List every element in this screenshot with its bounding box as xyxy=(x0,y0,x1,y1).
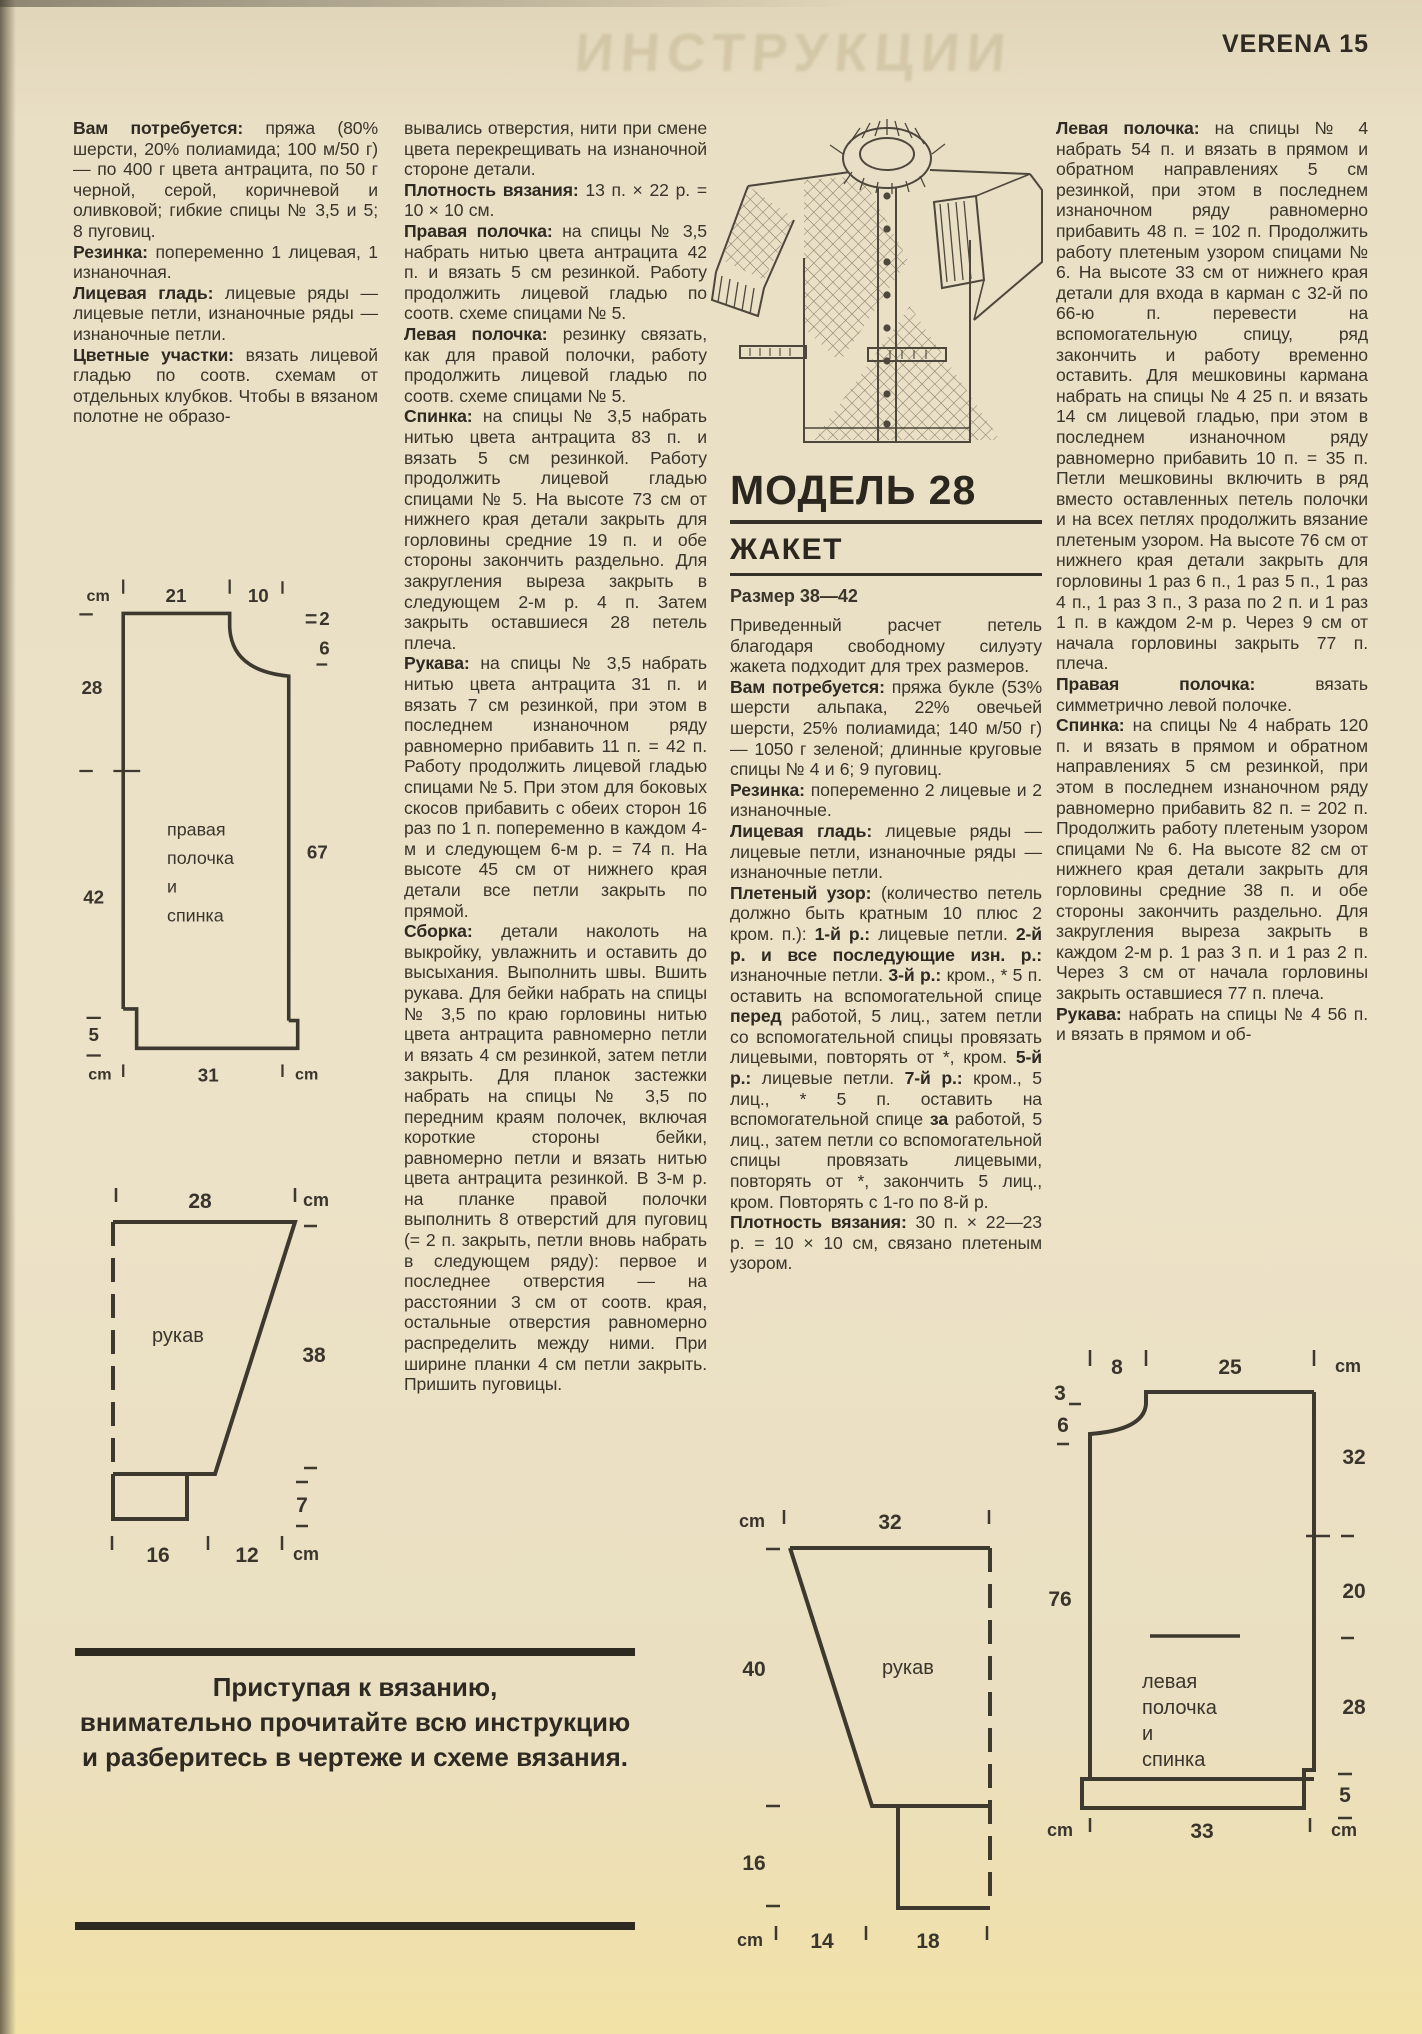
notice-block xyxy=(75,1648,635,1775)
dim-unit: cm xyxy=(1334,1356,1362,1376)
dim-cuff: 7 xyxy=(296,1494,308,1517)
part-label: полочка xyxy=(1142,1697,1217,1719)
paragraph: Резинка: попеременно 1 лицевая, 1 изнаночная. xyxy=(73,241,378,283)
paragraph: Плетеный узор: (количество петель должно быть кратным 10 плюс 2 кром. п.): 1-й р.: лицевые петли. 2-й р. и все последующие изн. р.: изнаночные петли. 3-й р.: кром., * 5 п. оставить на вспомогательной спице перед работой, 5 лиц., затем петли со вспомогательной спицы провязать лицевыми, повторять от *, кром. 5-й р.: лицевые петли. 7-й р.: кром., 5 лиц., * 5 п. оставить на вспомогательной спице за работой, 5 лиц., затем петли со вспомогательной спицы провязать лицевыми, повторять от *, закончить 5 лиц., кром. Повторять с 1-го по 8-й р. xyxy=(730,882,1042,1212)
schematic-sleeve-right xyxy=(40,1180,380,1575)
dim-right-height: 67 xyxy=(306,841,328,863)
column-3 xyxy=(730,467,1042,1274)
paragraph: Резинка: попеременно 2 лицевые и 2 изнаночные. xyxy=(730,779,1042,821)
part-label: левая xyxy=(1142,1671,1198,1693)
paragraph: Цветные участки: вязать лицевой гладью по соотв. схемам от отдельных клубков. Чтобы в вязаном полотне не образо- xyxy=(73,344,378,427)
dim-bottom-2: 18 xyxy=(916,1930,940,1953)
part-label: и xyxy=(1142,1723,1154,1745)
dim-top-neck: 8 xyxy=(1111,1356,1123,1379)
notice-rule-bottom xyxy=(75,1922,635,1930)
notice-line: и разберитесь в чертеже и схеме вязания. xyxy=(81,1742,629,1772)
dim-unit: cm xyxy=(86,586,110,605)
dim-right-mid: 20 xyxy=(1342,1580,1366,1603)
jacket-buttons xyxy=(883,192,890,427)
dim-band: 5 xyxy=(88,1024,99,1046)
dim-unit: cm xyxy=(1046,1820,1074,1840)
dim-top-width: 32 xyxy=(878,1511,902,1534)
paragraph: Спинка: на спицы № 4 набрать 120 п. и вязать в прямом и обратном направлениях 5 см резинкой, при этом в последнем изнаночном ряду равномерно прибавить 82 п. = 202 п. Продолжить работу плетеным узором спицами № 6. На высоте 82 см от нижнего края детали закрыть для горловины средние 38 п. и обе стороны закончить раздельно. Для закругления выреза закрыть в каждом 2-м р. 1 раз 3 п. и 1 раз 2 п. Через 3 см от начала горловины закрыть оставшиеся 77 п. плеча. xyxy=(1056,715,1368,1003)
size-line: Размер 38—42 xyxy=(730,586,858,606)
dim-top-width: 25 xyxy=(1218,1356,1242,1379)
paragraph: Левая полочка: на спицы № 4 набрать 54 п. и вязать в прямом и обратном направлениях 5 см резинкой, при этом в последнем изнаночном ряду равномерно прибавить 48 п. = 102 п. Продолжить работу плетеным узором спицами № 6. На высоте 33 см от нижнего края детали для входа в карман с 32-й по 66-ю п. перевести на вспомогательную спицу, ряд закончить и работу временно оставить. Для мешковины кармана набрать на спицы № 4 25 п. и вязать 14 см лицевой гладью, при этом в последнем изнаночном ряду равномерно прибавить 10 п. = 35 п. Петли мешковины включить в ряд вместо оставленных петель полочки и на всех петлях продолжить вязание плетеным узором. На высоте 76 см от нижнего края детали закрыть для горловины 1 раз 6 п., 1 раз 5 п., 1 раз 4 п., 1 раз 3 п., 3 раза по 2 п. и 1 раз 1 п. в каждом 2-м р. Через 9 см от начала горловины закрыть 77 п. плеча. xyxy=(1056,118,1368,674)
dim-neck-1: 2 xyxy=(319,608,330,630)
dim-neck-2: 6 xyxy=(319,637,330,659)
part-label: рукав xyxy=(882,1657,934,1679)
paragraph: Плотность вязания: 13 п. × 22 р. = 10 × 10 см. xyxy=(404,179,707,221)
dim-bottom-1: 14 xyxy=(810,1930,834,1953)
column-3-body xyxy=(730,615,1042,1274)
dim-unit: cm xyxy=(738,1511,766,1531)
notice-line: Приступая к вязанию, xyxy=(212,1672,498,1702)
dim-left-top: 28 xyxy=(81,677,103,698)
paragraph: Левая полочка: резинку связать, как для правой полочки, работу продолжить лицевой гладью по соотв. схеме спицами № 5. xyxy=(404,323,707,406)
paragraph: Лицевая гладь: лицевые ряды — лицевые петли, изнаночные ряды — изнаночные петли. xyxy=(73,282,378,344)
part-label: спинка xyxy=(167,905,224,926)
magazine-header: VERENA 15 xyxy=(1222,30,1370,58)
schematic-front-back-left xyxy=(1035,1335,1422,1845)
paragraph: Спинка: на спицы № 3,5 набрать нитью цвета антрацита 83 п. и вязать 5 см резинкой. Работу продолжить лицевой гладью спицами № 5. На высоте 73 см от нижнего края детали закрыть для горловины средние 19 п. и обе стороны закончить раздельно. Для закругления выреза закрыть в следующем 2-м р. 4 п. Затем закрыть оставшиеся 28 петель плеча. xyxy=(404,406,707,653)
part-label: спинка xyxy=(1142,1749,1206,1771)
dim-band: 5 xyxy=(1339,1784,1351,1807)
dim-left-height: 40 xyxy=(742,1658,766,1681)
dim-left-height: 76 xyxy=(1048,1588,1072,1611)
schematic-sleeve-left xyxy=(640,1470,1020,1953)
dim-left-bottom: 42 xyxy=(83,886,105,908)
bleed-through-text: ИНСТРУКЦИИ xyxy=(572,23,1015,83)
paragraph: Правая полочка: вязать симметрично левой полочке. xyxy=(1056,674,1368,715)
model-title: МОДЕЛЬ 28 xyxy=(730,467,977,513)
paragraph: Рукава: на спицы № 3,5 набрать нитью цвета антрацита 31 п. и вязать 7 см резинкой, при этом в последнем изнаночном ряду равномерно прибавить 11 п. = 42 п. Работу продолжить лицевой гладью спицами № 5. При этом для боковых скосов прибавить с обеих сторон 16 раз по 1 п. попеременно в каждом 4-м и следующем 6-м р. = 74 п. На высоте 45 см от нижнего края детали все петли закрыть по прямой. xyxy=(404,653,707,921)
notice-rule-top xyxy=(75,1648,635,1656)
scan-edge-top xyxy=(0,0,853,7)
part-label: рукав xyxy=(152,1325,204,1347)
column-4 xyxy=(1056,118,1368,1045)
dim-top-width: 21 xyxy=(165,584,187,606)
paragraph: Вам потребуется: пряжа букле (53% шерсти альпака, 22% овечьей шерсти, 25% полиамида; 140 м/50 г) — 1050 г зеленой; длинные круговые спицы № 4 и 6; 9 пуговиц. xyxy=(730,676,1042,780)
dim-unit: cm xyxy=(736,1930,764,1950)
column-1 xyxy=(73,118,378,427)
paragraph: Сборка: детали наколоть на выкройку, увлажнить и оставить до высыхания. Выполнить швы. Вшить рукава. Для бейки набрать на спицы № 3,5 по краю горловины нитью цвета антрацита равномерно петли и вязать 4 см резинкой, затем петли закрыть. Для планок застежки набрать на спицы № 3,5 по передним краям полочек, включая короткие стороны бейки, равномерно петли и вязать нитью цвета антрацита резинкой. В 3-м р. на планке правой полочки выполнить 8 отверстий для пуговиц (= 2 п. закрыть, петли вновь набрать в следующем ряду): первое и последнее отверстия — на расстоянии 3 см от соотв. края, остальные отверстия равномерно распределить между ними. При ширине планки 4 см петли закрыть. Пришить пуговицы. xyxy=(404,921,707,1395)
dim-right-bottom: 28 xyxy=(1342,1696,1366,1719)
title-rule xyxy=(730,520,1042,524)
paragraph: Правая полочка: на спицы № 3,5 набрать нитью цвета антрацита 42 п. и вязать 5 см резинкой. Работу продолжить лицевой гладью по соотв. схеме спицами № 5. xyxy=(404,220,707,324)
dim-cuff-height: 16 xyxy=(742,1852,766,1875)
dim-unit: cm xyxy=(302,1190,330,1210)
dim-neck-2: 6 xyxy=(1057,1414,1069,1437)
dim-top-width: 28 xyxy=(188,1190,212,1213)
part-label: правая xyxy=(167,819,226,840)
dim-bottom-width: 33 xyxy=(1190,1820,1214,1843)
paragraph: вывались отверстия, нити при смене цвета перекрещивать на изнаночной стороне детали. xyxy=(404,118,707,180)
part-label: и xyxy=(167,876,178,897)
column-2 xyxy=(404,118,707,1395)
dim-bottom-width: 31 xyxy=(197,1064,219,1086)
dim-unit: cm xyxy=(1330,1820,1358,1840)
schematic-front-back-right xyxy=(40,535,380,1125)
dim-bottom-1: 16 xyxy=(146,1544,170,1567)
notice-line: внимательно прочитайте всю инструкцию xyxy=(79,1707,631,1737)
paragraph: Рукава: набрать на спицы № 4 56 п. и вязать в прямом и об- xyxy=(1056,1003,1368,1045)
jacket-lines xyxy=(712,119,1042,442)
scan-edge-shadow xyxy=(0,0,16,2034)
paragraph: Лицевая гладь: лицевые ряды — лицевые петли, изнаночные ряды — изнаночные петли. xyxy=(730,820,1042,883)
jacket-illustration xyxy=(712,110,1047,462)
part-label: полочка xyxy=(167,848,234,868)
dim-right-top: 32 xyxy=(1342,1446,1366,1469)
paragraph: Приведенный расчет петель благодаря свободному силуэту жакета подходит для трех размеров. xyxy=(730,615,1042,677)
garment-title: ЖАКЕТ xyxy=(730,533,843,566)
dim-bottom-2: 12 xyxy=(235,1544,259,1567)
dim-right-height: 38 xyxy=(302,1344,326,1367)
dim-unit: cm xyxy=(294,1065,319,1084)
garment-rule xyxy=(730,573,1042,576)
dim-unit: cm xyxy=(292,1544,320,1564)
dim-unit: cm xyxy=(88,1065,112,1084)
dim-neck-1: 3 xyxy=(1054,1382,1066,1405)
paragraph: Плотность вязания: 30 п. × 22—23 р. = 10 × 10 см, связано плетеным узором. xyxy=(730,1212,1042,1274)
dim-top-neck: 10 xyxy=(247,584,269,606)
paragraph: Вам потребуется: пряжа (80% шерсти, 20% полиамида; 100 м/50 г) — по 400 г цвета антрацита, по 50 г черной, серой, коричневой и оливковой; гибкие спицы № 3,5 и 5; 8 пуговиц. xyxy=(73,118,378,241)
